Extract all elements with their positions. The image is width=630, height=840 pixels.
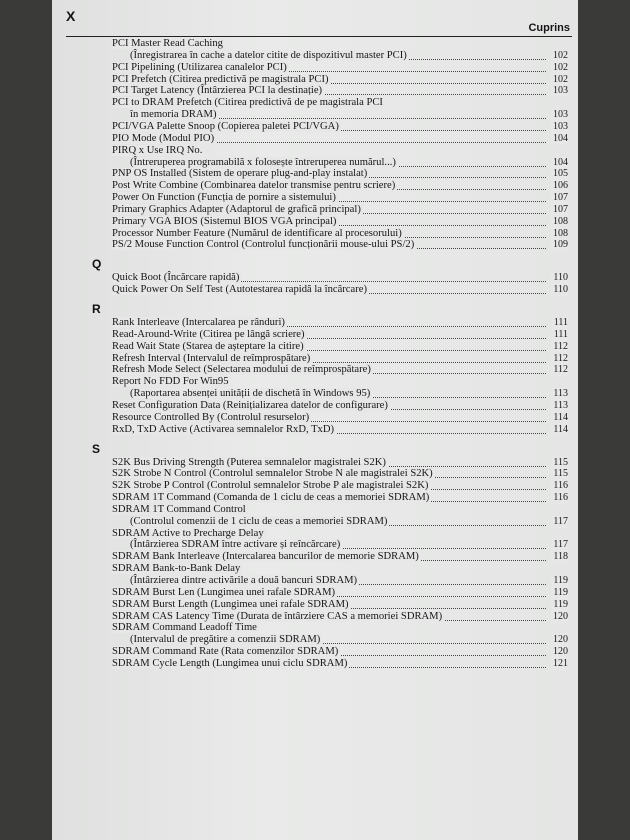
toc-entry: [112, 611, 568, 623]
toc-page-number: 114: [553, 411, 568, 423]
toc-entry-label: (Intervalul de pregătire a comenzii SDRAM): [130, 634, 321, 646]
toc-entry-label: Power On Function (Funcția de pornire a sistemului): [112, 192, 336, 204]
toc-page-number: 103: [553, 120, 568, 132]
toc-entry: [112, 376, 568, 388]
toc-page-number: 105: [553, 168, 568, 180]
toc-entry: [112, 239, 568, 251]
toc-page-number: 116: [553, 480, 568, 492]
toc-entry: [112, 646, 568, 658]
toc-entry-continuation: [130, 634, 568, 646]
toc-entry-label: PCI/VGA Palette Snoop (Copierea paletei PCI/VGA): [112, 120, 339, 132]
toc-entry-label: (Raportarea absenței unității de dischetă în Windows 95): [130, 388, 371, 400]
toc-page-number: 118: [553, 551, 568, 563]
toc-entry: [112, 38, 568, 50]
toc-entry-label: în memoria DRAM): [130, 109, 217, 121]
toc-entry: [112, 457, 568, 469]
toc-entry-label: SDRAM Command Rate (Rata comenzilor SDRAM): [112, 646, 339, 658]
toc-entry-label: PCI to DRAM Prefetch (Citirea predictivă de pe magistrala PCI: [112, 97, 383, 109]
toc-entry: [112, 228, 568, 240]
toc-entry: [112, 551, 568, 563]
toc-entry-label: S2K Strobe P Control (Controlul semnalelor Strobe P ale magistralei S2K): [112, 480, 429, 492]
toc-page-number: 113: [553, 399, 568, 411]
toc-entry: [112, 599, 568, 611]
toc-page-number: 102: [553, 49, 568, 61]
toc-entry-label: (Controlul comenzii de 1 ciclu de ceas a memoriei SDRAM): [130, 515, 388, 527]
toc-entry: [112, 121, 568, 133]
toc-entry-label: PNP OS Installed (Sistem de operare plug-and-play instalat): [112, 168, 368, 180]
toc-entry: [112, 468, 568, 480]
book-page: [52, 0, 578, 840]
toc-entry-label: SDRAM Bank Interleave (Intercalarea bancurilor de memorie SDRAM): [112, 551, 419, 563]
toc-entry: [112, 400, 568, 412]
toc-entry: [112, 364, 568, 376]
toc-entry: [112, 284, 568, 296]
toc-page-number: 108: [553, 227, 568, 239]
toc-entry-label: S2K Bus Driving Strength (Puterea semnalelor magistralei S2K): [112, 456, 386, 468]
toc-entry-label: (Întârzierea dintre activările a două bancuri SDRAM): [130, 575, 358, 586]
toc-entry: [112, 204, 568, 216]
toc-entry: [112, 329, 568, 341]
toc-page-number: 115: [553, 468, 568, 480]
toc-entry: [112, 424, 568, 436]
toc-page-number: 111: [553, 328, 568, 340]
toc-entry: [112, 412, 568, 424]
toc-entry-label: SDRAM Cycle Length (Lungimea unui ciclu SDRAM): [112, 657, 348, 669]
toc-entry-label: Quick Power On Self Test (Autotestarea rapidă la încărcare): [112, 284, 367, 296]
toc-entry: [112, 563, 568, 575]
toc-page-number: 121: [553, 657, 568, 669]
toc-entry-label: (Întârzierea SDRAM între activare și reîncărcare): [130, 539, 341, 551]
toc-entry: [112, 133, 568, 145]
toc-page-number: 117: [553, 515, 568, 527]
toc-entry-label: SDRAM 1T Command Control: [112, 503, 246, 515]
toc-entry-continuation: [130, 575, 568, 587]
toc-page-number: 103: [553, 85, 568, 97]
toc-entry-label: PCI Master Read Caching: [112, 38, 223, 49]
toc-entry: [112, 504, 568, 516]
toc-page-number: 119: [553, 575, 568, 586]
toc-page-number: 102: [553, 61, 568, 73]
toc-entry: [112, 353, 568, 365]
toc-entry-label: SDRAM Command Leadoff Time: [112, 622, 257, 634]
toc-entry-label: SDRAM CAS Latency Time (Durata de întârziere CAS a memoriei SDRAM): [112, 610, 443, 622]
toc-entry: [112, 480, 568, 492]
toc-entry: [112, 74, 568, 86]
toc-entry-continuation: [130, 388, 568, 400]
toc-entry: [112, 192, 568, 204]
toc-entry-label: Processor Number Feature (Numărul de identificare al procesorului): [112, 227, 402, 239]
toc-page-number: 112: [553, 340, 568, 352]
toc-page-number: 119: [553, 586, 568, 598]
toc-entry-label: Primary VGA BIOS (Sistemul BIOS VGA principal): [112, 215, 337, 227]
toc-entry: [112, 528, 568, 540]
toc-entry-label: Refresh Interval (Intervalul de reîmprospătare): [112, 352, 311, 364]
toc-entry-label: SDRAM Bank-to-Bank Delay: [112, 563, 241, 575]
chapter-title: Cuprins: [528, 22, 570, 34]
toc-page-number: 107: [553, 203, 568, 215]
toc-entry: [112, 317, 568, 329]
toc-entry-continuation: [130, 539, 568, 551]
toc-entry-label: PCI Pipelining (Utilizarea canalelor PCI): [112, 61, 287, 73]
toc-entry-label: SDRAM Active to Precharge Delay: [112, 527, 264, 539]
toc-entry-label: PCI Target Latency (Întârzierea PCI la destinație): [112, 85, 323, 97]
toc-entry: [112, 587, 568, 599]
section-letter: R: [92, 302, 101, 316]
toc-page-number: 110: [553, 284, 568, 296]
toc-page-number: 104: [553, 132, 568, 144]
toc-entry-label: (Înregistrarea în cache a datelor citite de dispozitivul master PCI): [130, 49, 407, 61]
toc-page-number: 115: [553, 456, 568, 468]
section-letter: Q: [92, 257, 102, 272]
toc-entry: [112, 492, 568, 504]
toc-page-number: 119: [553, 598, 568, 610]
page-header: [66, 8, 572, 37]
toc-page-number: 112: [553, 364, 568, 376]
toc-entry-continuation: [130, 157, 568, 169]
toc-entry-label: S2K Strobe N Control (Controlul semnalelor Strobe N ale magistralei S2K): [112, 468, 433, 480]
toc-page-number: 107: [553, 192, 568, 204]
page-number-roman: X: [66, 8, 76, 24]
toc-page-number: 109: [553, 239, 568, 251]
toc-page-number: 120: [553, 646, 568, 658]
toc-entry-label: PCI Prefetch (Citirea predictivă pe magistrala PCI): [112, 73, 329, 85]
toc-page-number: 112: [553, 352, 568, 364]
toc-page-number: 116: [553, 492, 568, 504]
toc-entry-label: Resource Controlled By (Controlul resurselor): [112, 411, 310, 423]
toc-entry: [112, 658, 568, 670]
toc-page-number: 117: [553, 539, 568, 551]
toc-page-number: 110: [553, 272, 568, 284]
toc-entry-label: Post Write Combine (Combinarea datelor transmise pentru scriere): [112, 180, 396, 192]
toc-entry-continuation: [130, 516, 568, 528]
toc-entry-label: Quick Boot (Încărcare rapidă): [112, 272, 240, 284]
toc-page-number: 120: [553, 634, 568, 646]
toc-page-number: 111: [553, 317, 568, 328]
toc-entry-label: PS/2 Mouse Function Control (Controlul funcționării mouse-ului PS/2): [112, 239, 415, 251]
toc-entry: [112, 180, 568, 192]
toc-entry-label: Reset Configuration Data (Reinițializarea datelor de configurare): [112, 399, 388, 411]
toc-entry-label: (Întreruperea programabilă x folosește întreruperea numărul...): [130, 156, 396, 168]
toc-entry-label: SDRAM 1T Command (Comanda de 1 ciclu de ceas a memoriei SDRAM): [112, 492, 430, 504]
toc-page-number: 106: [553, 180, 568, 192]
toc-entry-label: SDRAM Burst Len (Lungimea unei rafale SDRAM): [112, 586, 336, 598]
toc-page-number: 108: [553, 215, 568, 227]
toc-page-number: 102: [553, 73, 568, 85]
toc-page-number: 104: [553, 156, 568, 168]
toc-entry: [112, 97, 568, 109]
toc-entry-label: Primary Graphics Adapter (Adaptorul de grafică principal): [112, 203, 361, 215]
toc-entry: [112, 145, 568, 157]
toc-entry-label: PIRQ x Use IRQ No.: [112, 144, 203, 156]
toc-entry: [112, 62, 568, 74]
toc-entry-label: Report No FDD For Win95: [112, 376, 229, 388]
toc-entry-label: RxD, TxD Active (Activarea semnalelor RxD, TxD): [112, 423, 335, 435]
toc-page-number: 113: [553, 388, 568, 400]
toc-entry-continuation: [130, 50, 568, 62]
toc-entry: [112, 216, 568, 228]
toc-entry-label: Read-Around-Write (Citirea pe lângă scriere): [112, 328, 305, 340]
toc-entry-label: Refresh Mode Select (Selectarea modului de reîmprospătare): [112, 364, 371, 376]
toc-entry-label: Read Wait State (Starea de așteptare la citire): [112, 340, 304, 352]
toc-entry-label: PIO Mode (Modul PIO): [112, 132, 215, 144]
toc-entry-continuation: [130, 109, 568, 121]
toc-entry: [112, 85, 568, 97]
toc-page-number: 103: [553, 109, 568, 121]
toc-page-number: 114: [553, 423, 568, 435]
section-letter: S: [92, 441, 101, 456]
toc-entry: [112, 168, 568, 180]
toc-entry-label: Rank Interleave (Intercalarea pe rânduri): [112, 317, 285, 328]
toc-entry: [112, 341, 568, 353]
toc-entry-label: SDRAM Burst Length (Lungimea unei rafale SDRAM): [112, 598, 349, 610]
toc-page-number: 120: [553, 610, 568, 622]
toc-entry: [112, 272, 568, 284]
toc-entry: [112, 622, 568, 634]
